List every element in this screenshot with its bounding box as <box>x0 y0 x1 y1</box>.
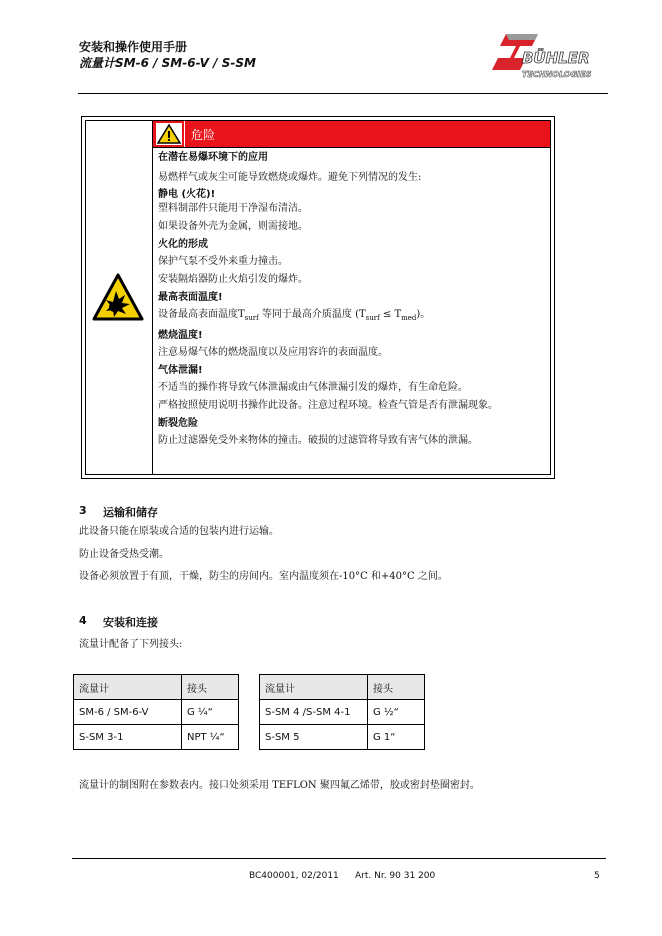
danger-item-text: 安装隔焰器防止火焰引发的爆炸。 <box>158 274 308 285</box>
danger-item-text: 塑料制部件只能用干净湿布清洁。 <box>158 203 308 214</box>
section-3-para-1: 此设备只能在原装或合适的包装内进行运输。 <box>79 526 279 537</box>
danger-header <box>153 121 550 148</box>
table-row <box>260 700 425 725</box>
section-3-title: 运输和储存 <box>103 506 158 519</box>
table-cell: S-SM 5 <box>260 725 368 750</box>
danger-heading: 在潜在易爆环境下的应用 <box>158 152 268 163</box>
danger-intro: 易燃样气或灰尘可能导致燃烧或爆炸。避免下列情况的发生: <box>158 172 422 183</box>
table-cell: SM-6 / SM-6-V <box>74 700 182 725</box>
table-row <box>74 725 239 750</box>
table-cell: G ¼“ <box>182 700 239 725</box>
footer-doc-number: BC400001, 02/2011 <box>249 871 339 881</box>
warning-triangle-box <box>156 123 182 145</box>
table-header-cell: 接头 <box>368 675 425 700</box>
table-header-row <box>74 675 239 700</box>
table-header-row <box>260 675 425 700</box>
svg-text:BÜHLER: BÜHLER <box>522 49 590 67</box>
danger-content <box>158 151 546 452</box>
danger-item-text: 保护气泵不受外来重力撞击。 <box>158 256 288 267</box>
explosion-warning-icon <box>92 273 144 321</box>
danger-item-text: 严格按照使用说明书操作此设备。注意过程环境。检查气管是否有泄漏现象。 <box>158 400 498 411</box>
buhler-logo <box>492 30 612 82</box>
table-cell: S-SM 3-1 <box>74 725 182 750</box>
table-cell: NPT ¼“ <box>182 725 239 750</box>
explosion-hazard-column <box>86 121 153 474</box>
danger-item-text: 防止过滤器免受外来物体的撞击。破损的过滤管将导致有害气体的泄漏。 <box>158 435 478 446</box>
danger-items <box>158 188 546 448</box>
svg-text:TECHNOLOGIES: TECHNOLOGIES <box>522 70 592 79</box>
danger-item-text: 如果设备外壳为金属，则需接地。 <box>158 221 308 232</box>
warning-triangle-icon <box>156 123 182 145</box>
danger-item-title: 燃烧温度! <box>158 330 203 341</box>
table-header-cell: 流量计 <box>74 675 182 700</box>
table-cell: S-SM 4 /S-SM 4-1 <box>260 700 368 725</box>
table-cell: G 1“ <box>368 725 425 750</box>
section-4-intro: 流量计配备了下列接头: <box>79 639 183 650</box>
danger-item-title: 断裂危险 <box>158 418 198 429</box>
danger-label: 危险 <box>191 128 216 142</box>
danger-item-title: 气体泄漏! <box>158 365 203 376</box>
header-rule <box>78 93 608 94</box>
fitting-table-1 <box>73 674 239 750</box>
danger-item-text: 不适当的操作将导致气体泄漏或由气体泄漏引发的爆炸，有生命危险。 <box>158 382 468 393</box>
section-4-title: 安装和连接 <box>103 616 158 629</box>
document-subtitle: 流量计SM-6 / SM-6-V / S-SM <box>79 56 256 70</box>
table-cell: G ½“ <box>368 700 425 725</box>
fitting-table-2 <box>259 674 425 750</box>
danger-item-title: 静电 (火花)! <box>158 189 216 200</box>
table-header-cell: 流量计 <box>260 675 368 700</box>
danger-box <box>81 116 555 479</box>
section-4-note: 流量计的制图附在参数表内。接口处须采用 TEFLON 聚四氟乙烯带，胶或密封垫圈密封。 <box>79 780 480 791</box>
page-number: 5 <box>594 871 600 881</box>
table-row <box>260 725 425 750</box>
danger-item-title: 火化的形成 <box>158 239 208 250</box>
section-3-number: 3 <box>79 504 87 517</box>
danger-item-title: 最高表面温度! <box>158 292 223 303</box>
footer-article-number: Art. Nr. 90 31 200 <box>355 871 436 881</box>
table-row <box>74 700 239 725</box>
section-3-para-2: 防止设备受热受潮。 <box>79 549 169 560</box>
footer-rule <box>72 858 606 859</box>
danger-item-text: 注意易爆气体的燃烧温度以及应用容许的表面温度。 <box>158 347 388 358</box>
danger-item-text: 设备最高表面温度$T_{surf}$ 等同于最高介质温度 $(T_{surf} \le T_{med})$。 <box>158 309 431 322</box>
table-header-cell: 接头 <box>182 675 239 700</box>
section-3-para-3: 设备必须放置于有顶，干燥，防尘的房间内。室内温度须在-10°C 和+40°C 之间。 <box>79 571 448 582</box>
section-4-number: 4 <box>79 614 87 627</box>
document-title: 安装和操作使用手册 <box>79 40 188 54</box>
